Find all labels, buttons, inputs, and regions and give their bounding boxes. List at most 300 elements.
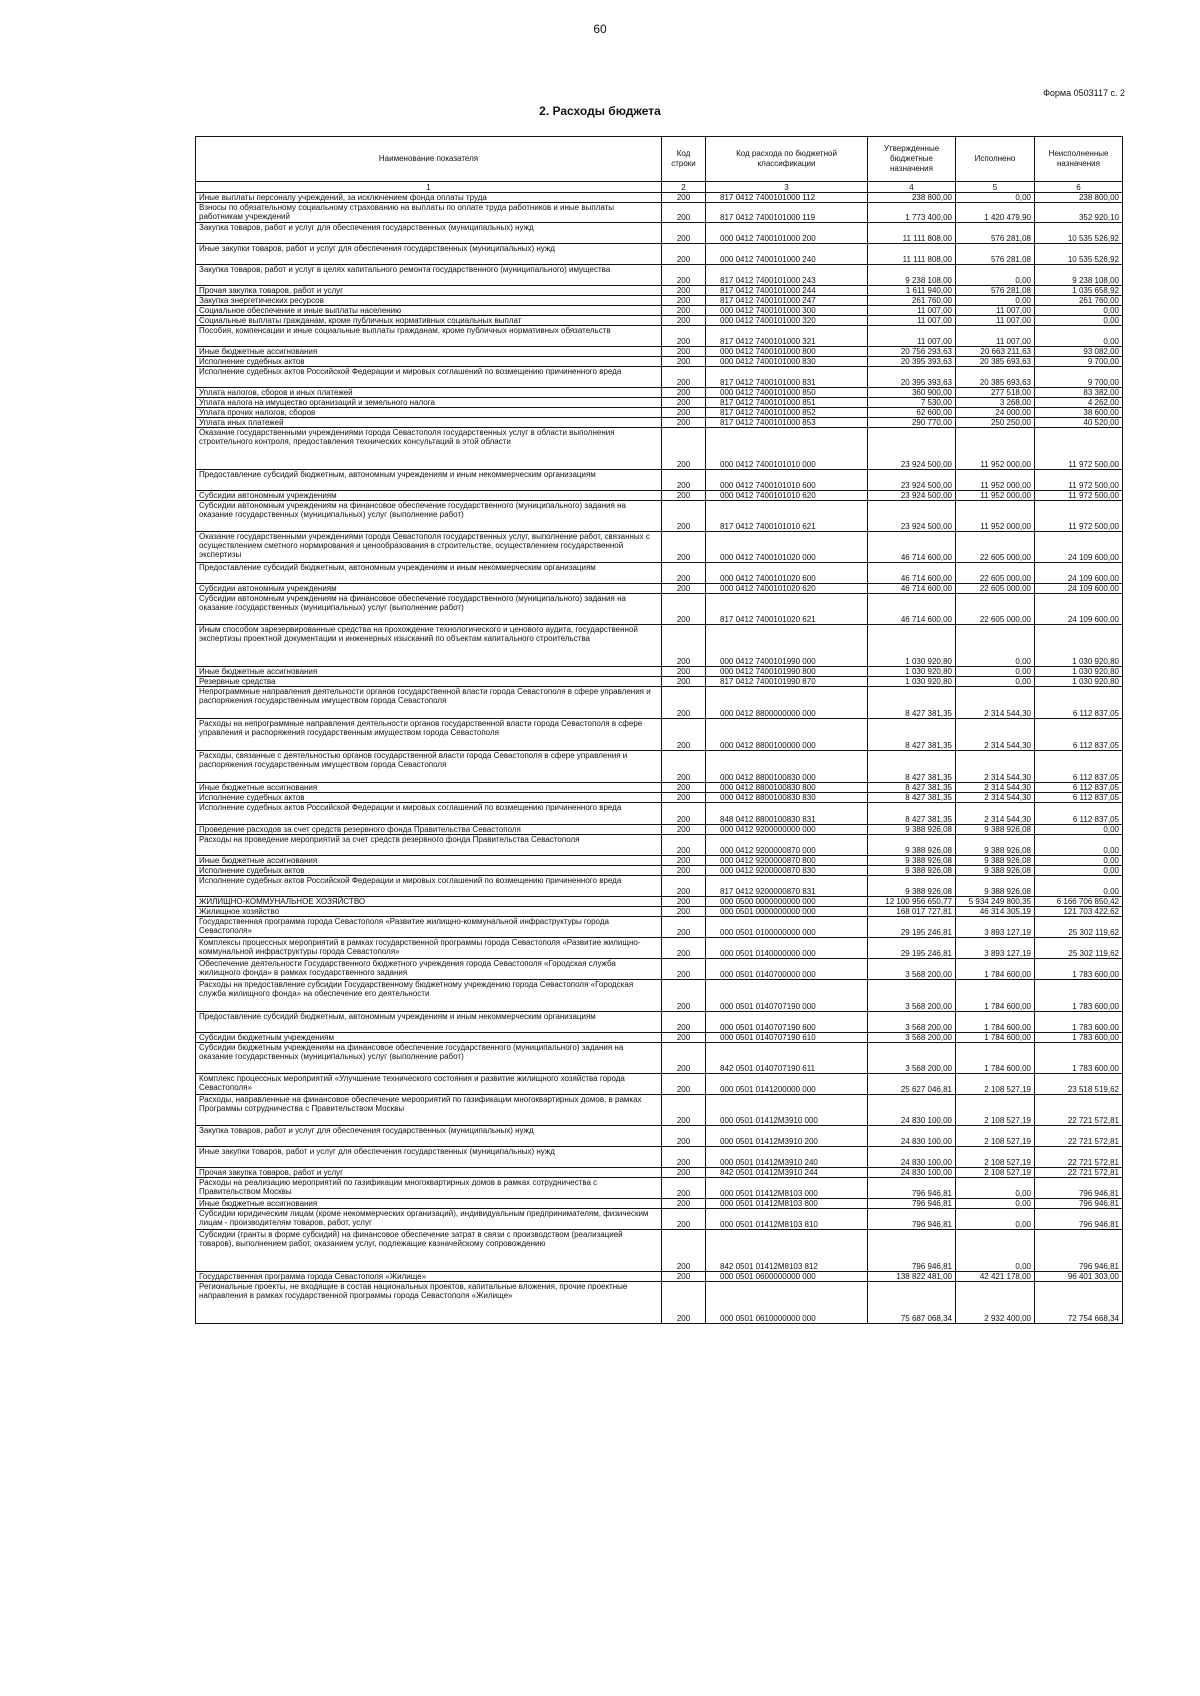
row-unexecuted-amount: 40 520,00 — [1035, 418, 1123, 428]
row-classification-code: 000 0412 8800100000 000 — [706, 719, 868, 751]
row-name: Социальное обеспечение и иные выплаты населению — [196, 306, 662, 316]
row-unexecuted-amount: 1 030 920,80 — [1035, 667, 1123, 677]
table-row — [196, 306, 1123, 316]
row-unexecuted-amount: 72 754 668,34 — [1035, 1282, 1123, 1324]
row-name: Закупка товаров, работ и услуг в целях капитального ремонта государственного (муниципального) имущества — [196, 265, 662, 286]
row-approved-amount: 3 568 200,00 — [868, 1012, 956, 1033]
row-approved-amount: 8 427 381,35 — [868, 803, 956, 825]
row-line-code: 200 — [662, 1012, 706, 1033]
row-line-code: 200 — [662, 286, 706, 296]
row-executed-amount: 2 932 400,00 — [956, 1282, 1035, 1324]
row-executed-amount: 1 420 479,90 — [956, 203, 1035, 223]
row-line-code: 200 — [662, 687, 706, 719]
row-approved-amount: 1 773 400,00 — [868, 203, 956, 223]
row-line-code: 200 — [662, 907, 706, 917]
row-name: Закупка энергетических ресурсов — [196, 296, 662, 306]
table-row — [196, 980, 1123, 1012]
row-approved-amount: 20 395 393,63 — [868, 357, 956, 367]
row-executed-amount: 2 314 544,30 — [956, 687, 1035, 719]
row-name: Оказание государственными учреждениями города Севастополя государственных услуг, выполнение работ, связанных с осуществлением сметного нормирования и ценообразования в строительстве, осуществлением государственной экспертизы — [196, 532, 662, 563]
row-unexecuted-amount: 22 721 572,81 — [1035, 1147, 1123, 1168]
row-line-code: 200 — [662, 296, 706, 306]
row-approved-amount: 11 111 808,00 — [868, 223, 956, 244]
row-classification-code: 000 0412 8800100830 800 — [706, 783, 868, 793]
row-approved-amount: 11 111 808,00 — [868, 244, 956, 265]
row-approved-amount: 9 388 926,08 — [868, 835, 956, 856]
row-approved-amount: 46 714 600,00 — [868, 532, 956, 563]
row-unexecuted-amount: 11 972 500,00 — [1035, 491, 1123, 501]
row-classification-code: 848 0412 8800100830 831 — [706, 803, 868, 825]
row-unexecuted-amount: 796 946,81 — [1035, 1199, 1123, 1209]
table-row — [196, 193, 1123, 203]
row-unexecuted-amount: 0,00 — [1035, 825, 1123, 835]
row-name: Государственная программа города Севастополя «Развитие жилищно-коммунальной инфраструктуры города Севастополя» — [196, 917, 662, 938]
table-row — [196, 1230, 1123, 1272]
row-line-code: 200 — [662, 866, 706, 876]
row-unexecuted-amount: 6 112 837,05 — [1035, 783, 1123, 793]
row-unexecuted-amount: 121 703 422,62 — [1035, 907, 1123, 917]
row-approved-amount: 9 388 926,08 — [868, 825, 956, 835]
row-executed-amount: 0,00 — [956, 625, 1035, 667]
row-line-code: 200 — [662, 1147, 706, 1168]
row-name: Расходы на непрограммные направления деятельности органов государственной власти города Севастополя в сфере управления и распоряжения государственным имуществом города Севастополя — [196, 719, 662, 751]
row-unexecuted-amount: 9 700,00 — [1035, 357, 1123, 367]
row-unexecuted-amount: 96 401 303,00 — [1035, 1272, 1123, 1282]
row-name: Обеспечение деятельности Государственного бюджетного учреждения города Севастополя «Городская служба жилищного фонда» в рамках государственного задания — [196, 959, 662, 980]
row-unexecuted-amount: 0,00 — [1035, 326, 1123, 347]
row-classification-code: 000 0501 0140000000 000 — [706, 938, 868, 959]
table-row — [196, 856, 1123, 866]
column-number: 2 — [662, 182, 706, 193]
row-unexecuted-amount: 4 262,00 — [1035, 398, 1123, 408]
row-unexecuted-amount: 0,00 — [1035, 316, 1123, 326]
row-classification-code: 000 0412 9200000000 000 — [706, 825, 868, 835]
row-approved-amount: 796 946,81 — [868, 1230, 956, 1272]
row-executed-amount: 576 281,08 — [956, 286, 1035, 296]
row-line-code: 200 — [662, 1126, 706, 1147]
row-line-code: 200 — [662, 625, 706, 667]
row-executed-amount: 2 314 544,30 — [956, 803, 1035, 825]
row-unexecuted-amount: 22 721 572,81 — [1035, 1126, 1123, 1147]
row-executed-amount: 11 007,00 — [956, 326, 1035, 347]
table-row — [196, 398, 1123, 408]
row-classification-code: 000 0412 7400101990 800 — [706, 667, 868, 677]
row-line-code: 200 — [662, 1043, 706, 1074]
row-classification-code: 817 0412 7400101000 851 — [706, 398, 868, 408]
row-classification-code: 000 0412 8800000000 000 — [706, 687, 868, 719]
row-unexecuted-amount: 1 783 600,00 — [1035, 980, 1123, 1012]
table-row — [196, 1043, 1123, 1074]
row-approved-amount: 24 830 100,00 — [868, 1126, 956, 1147]
row-approved-amount: 20 395 393,63 — [868, 367, 956, 388]
row-name: Государственная программа города Севастополя «Жилище» — [196, 1272, 662, 1282]
row-unexecuted-amount: 23 518 519,62 — [1035, 1074, 1123, 1095]
row-classification-code: 817 0412 7400101000 853 — [706, 418, 868, 428]
row-approved-amount: 24 830 100,00 — [868, 1095, 956, 1126]
row-executed-amount: 11 952 000,00 — [956, 428, 1035, 470]
row-line-code: 200 — [662, 584, 706, 594]
row-classification-code: 842 0501 0140707190 611 — [706, 1043, 868, 1074]
row-approved-amount: 24 830 100,00 — [868, 1168, 956, 1178]
table-row — [196, 1168, 1123, 1178]
row-approved-amount: 23 924 500,00 — [868, 470, 956, 491]
row-line-code: 200 — [662, 418, 706, 428]
row-unexecuted-amount: 6 112 837,05 — [1035, 751, 1123, 783]
table-row — [196, 938, 1123, 959]
column-number-row — [196, 182, 1123, 193]
row-name: Социальные выплаты гражданам, кроме публичных нормативных социальных выплат — [196, 316, 662, 326]
row-classification-code: 817 0412 7400101000 244 — [706, 286, 868, 296]
row-name: Комплексы процессных мероприятий в рамках государственной программы города Севастополя «Развитие жилищно-коммунальной инфраструктуры города Севастополя» — [196, 938, 662, 959]
row-name: Комплекс процессных мероприятий «Улучшение технического состояния и развитие жилищного хозяйства города Севастополя» — [196, 1074, 662, 1095]
row-name: Расходы, связанные с деятельностью органов государственной власти города Севастополя в сфере управления и распоряжения государственным имуществом города Севастополя — [196, 751, 662, 783]
table-row — [196, 408, 1123, 418]
table-row — [196, 1272, 1123, 1282]
row-classification-code: 000 0412 7400101010 620 — [706, 491, 868, 501]
row-unexecuted-amount: 0,00 — [1035, 835, 1123, 856]
row-unexecuted-amount: 1 035 658,92 — [1035, 286, 1123, 296]
row-name: Региональные проекты, не входящие в состав национальных проектов, капитальные вложения, прочие проектные направления в рамках государственной программы города Севастополя «Жилище» — [196, 1282, 662, 1324]
row-classification-code: 000 0501 0100000000 000 — [706, 917, 868, 938]
row-line-code: 200 — [662, 856, 706, 866]
row-executed-amount: 9 388 926,08 — [956, 835, 1035, 856]
row-executed-amount: 2 314 544,30 — [956, 719, 1035, 751]
row-name: Уплата иных платежей — [196, 418, 662, 428]
row-approved-amount: 3 568 200,00 — [868, 1043, 956, 1074]
row-unexecuted-amount: 11 972 500,00 — [1035, 470, 1123, 491]
row-classification-code: 000 0501 0140707190 610 — [706, 1033, 868, 1043]
row-name: Пособия, компенсации и иные социальные выплаты гражданам, кроме публичных нормативных обязательств — [196, 326, 662, 347]
column-number: 6 — [1035, 182, 1123, 193]
row-approved-amount: 290 770,00 — [868, 418, 956, 428]
row-classification-code: 000 0412 8800100830 830 — [706, 793, 868, 803]
row-name: Иные закупки товаров, работ и услуг для обеспечения государственных (муниципальных) нужд — [196, 1147, 662, 1168]
row-classification-code: 000 0412 7400101020 000 — [706, 532, 868, 563]
row-name: Уплата налога на имущество организаций и земельного налога — [196, 398, 662, 408]
row-unexecuted-amount: 6 112 837,05 — [1035, 687, 1123, 719]
row-line-code: 200 — [662, 326, 706, 347]
row-executed-amount: 22 605 000,00 — [956, 532, 1035, 563]
row-name: Иные бюджетные ассигнования — [196, 783, 662, 793]
row-classification-code: 000 0412 7400101010 600 — [706, 470, 868, 491]
row-executed-amount: 11 952 000,00 — [956, 491, 1035, 501]
row-name: Предоставление субсидий бюджетным, автономным учреждениям и иным некоммерческим организациям — [196, 1012, 662, 1033]
row-name: Субсидии автономным учреждениям — [196, 584, 662, 594]
row-line-code: 200 — [662, 1282, 706, 1324]
row-executed-amount: 46 314 305,19 — [956, 907, 1035, 917]
row-unexecuted-amount: 1 030 920,80 — [1035, 625, 1123, 667]
row-executed-amount: 5 934 249 800,35 — [956, 897, 1035, 907]
row-approved-amount: 7 530,00 — [868, 398, 956, 408]
row-unexecuted-amount: 6 166 706 850,42 — [1035, 897, 1123, 907]
row-classification-code: 000 0501 0000000000 000 — [706, 907, 868, 917]
row-executed-amount: 22 605 000,00 — [956, 563, 1035, 584]
row-line-code: 200 — [662, 1033, 706, 1043]
row-line-code: 200 — [662, 306, 706, 316]
row-line-code: 200 — [662, 1230, 706, 1272]
row-line-code: 200 — [662, 1272, 706, 1282]
table-row — [196, 532, 1123, 563]
row-unexecuted-amount: 10 535 526,92 — [1035, 223, 1123, 244]
row-line-code: 200 — [662, 1095, 706, 1126]
table-row — [196, 1126, 1123, 1147]
table-row — [196, 265, 1123, 286]
row-line-code: 200 — [662, 897, 706, 907]
row-unexecuted-amount: 6 112 837,05 — [1035, 719, 1123, 751]
row-name: Субсидии юридическим лицам (кроме некоммерческих организаций), индивидуальным предпринимателям, физическим лицам - производителям товаров, работ, услуг — [196, 1209, 662, 1230]
table-row — [196, 501, 1123, 532]
row-approved-amount: 796 946,81 — [868, 1209, 956, 1230]
row-executed-amount: 11 007,00 — [956, 316, 1035, 326]
row-line-code: 200 — [662, 793, 706, 803]
row-classification-code: 000 0501 0140707190 600 — [706, 1012, 868, 1033]
row-line-code: 200 — [662, 594, 706, 625]
row-unexecuted-amount: 25 302 119,62 — [1035, 938, 1123, 959]
row-name: Исполнение судебных актов — [196, 357, 662, 367]
table-row — [196, 803, 1123, 825]
row-name: Расходы на предоставление субсидии Государственному бюджетному учреждению города Севастополя «Городская служба жилищного фонда» на обеспечение его деятельности — [196, 980, 662, 1012]
row-unexecuted-amount: 11 972 500,00 — [1035, 501, 1123, 532]
row-approved-amount: 62 600,00 — [868, 408, 956, 418]
row-approved-amount: 8 427 381,35 — [868, 719, 956, 751]
row-executed-amount: 20 663 211,63 — [956, 347, 1035, 357]
row-classification-code: 842 0501 01412М8103 812 — [706, 1230, 868, 1272]
row-classification-code: 000 0412 9200000870 000 — [706, 835, 868, 856]
row-line-code: 200 — [662, 1168, 706, 1178]
row-approved-amount: 360 900,00 — [868, 388, 956, 398]
row-line-code: 200 — [662, 203, 706, 223]
row-classification-code: 000 0501 01412М3910 240 — [706, 1147, 868, 1168]
row-approved-amount: 3 568 200,00 — [868, 980, 956, 1012]
row-classification-code: 817 0412 7400101000 112 — [706, 193, 868, 203]
table-row — [196, 876, 1123, 897]
row-executed-amount: 11 007,00 — [956, 306, 1035, 316]
row-name: Исполнение судебных актов Российской Федерации и мировых соглашений по возмещению причиненного вреда — [196, 803, 662, 825]
row-approved-amount: 3 568 200,00 — [868, 959, 956, 980]
row-approved-amount: 8 427 381,35 — [868, 751, 956, 783]
table-row — [196, 917, 1123, 938]
row-unexecuted-amount: 796 946,81 — [1035, 1178, 1123, 1199]
table-row — [196, 907, 1123, 917]
row-unexecuted-amount: 1 783 600,00 — [1035, 1043, 1123, 1074]
row-classification-code: 000 0412 7400101000 240 — [706, 244, 868, 265]
row-line-code: 200 — [662, 532, 706, 563]
row-approved-amount: 24 830 100,00 — [868, 1147, 956, 1168]
column-number: 1 — [196, 182, 662, 193]
row-name: Исполнение судебных актов — [196, 866, 662, 876]
row-classification-code: 842 0501 01412М3910 244 — [706, 1168, 868, 1178]
row-name: Уплата прочих налогов, сборов — [196, 408, 662, 418]
row-executed-amount: 0,00 — [956, 677, 1035, 687]
row-unexecuted-amount: 10 535 526,92 — [1035, 244, 1123, 265]
row-line-code: 200 — [662, 470, 706, 491]
row-classification-code: 000 0501 0600000000 000 — [706, 1272, 868, 1282]
table-row — [196, 203, 1123, 223]
row-classification-code: 000 0412 9200000870 800 — [706, 856, 868, 866]
row-line-code: 200 — [662, 876, 706, 897]
row-classification-code: 817 0412 7400101000 247 — [706, 296, 868, 306]
row-approved-amount: 8 427 381,35 — [868, 793, 956, 803]
row-classification-code: 000 0412 7400101020 600 — [706, 563, 868, 584]
row-classification-code: 000 0412 7400101000 200 — [706, 223, 868, 244]
row-unexecuted-amount: 11 972 500,00 — [1035, 428, 1123, 470]
row-classification-code: 817 0412 7400101000 321 — [706, 326, 868, 347]
row-line-code: 200 — [662, 408, 706, 418]
table-row — [196, 825, 1123, 835]
row-name: Иным способом зарезервированные средства на прохождение технологического и ценового аудита, государственной экспертизы проектной документации и инженерных изысканий по объектам капитального строительства — [196, 625, 662, 667]
header-unexecuted: Неисполненные назначения — [1035, 137, 1123, 182]
row-name: Исполнение судебных актов — [196, 793, 662, 803]
row-executed-amount: 11 952 000,00 — [956, 470, 1035, 491]
table-row — [196, 296, 1123, 306]
row-unexecuted-amount: 0,00 — [1035, 876, 1123, 897]
row-classification-code: 000 0501 01412М8103 800 — [706, 1199, 868, 1209]
row-classification-code: 000 0501 01412М3910 000 — [706, 1095, 868, 1126]
row-executed-amount: 20 385 693,63 — [956, 357, 1035, 367]
table-row — [196, 388, 1123, 398]
row-approved-amount: 8 427 381,35 — [868, 687, 956, 719]
row-line-code: 200 — [662, 959, 706, 980]
table-row — [196, 793, 1123, 803]
row-line-code: 200 — [662, 667, 706, 677]
table-row — [196, 470, 1123, 491]
row-approved-amount: 23 924 500,00 — [868, 501, 956, 532]
table-row — [196, 367, 1123, 388]
row-name: Субсидии автономным учреждениям на финансовое обеспечение государственного (муниципального) задания на оказание государственных (муниципальных) услуг (выполнение работ) — [196, 594, 662, 625]
row-executed-amount: 0,00 — [956, 667, 1035, 677]
table-row — [196, 1178, 1123, 1199]
table-row — [196, 751, 1123, 783]
row-line-code: 200 — [662, 563, 706, 584]
column-number: 3 — [706, 182, 868, 193]
row-approved-amount: 23 924 500,00 — [868, 491, 956, 501]
row-line-code: 200 — [662, 398, 706, 408]
row-classification-code: 000 0501 0140707190 000 — [706, 980, 868, 1012]
row-executed-amount: 3 268,00 — [956, 398, 1035, 408]
row-executed-amount: 1 784 600,00 — [956, 980, 1035, 1012]
row-approved-amount: 261 760,00 — [868, 296, 956, 306]
row-unexecuted-amount: 0,00 — [1035, 866, 1123, 876]
row-approved-amount: 75 687 068,34 — [868, 1282, 956, 1324]
row-executed-amount: 22 605 000,00 — [956, 584, 1035, 594]
row-line-code: 200 — [662, 388, 706, 398]
row-line-code: 200 — [662, 367, 706, 388]
row-unexecuted-amount: 796 946,81 — [1035, 1230, 1123, 1272]
row-name: Уплата налогов, сборов и иных платежей — [196, 388, 662, 398]
header-executed: Исполнено — [956, 137, 1035, 182]
table-row — [196, 563, 1123, 584]
column-number: 5 — [956, 182, 1035, 193]
table-row — [196, 719, 1123, 751]
row-unexecuted-amount: 24 109 600,00 — [1035, 594, 1123, 625]
row-unexecuted-amount: 1 783 600,00 — [1035, 1033, 1123, 1043]
row-classification-code: 000 0501 0610000000 000 — [706, 1282, 868, 1324]
table-row — [196, 316, 1123, 326]
row-executed-amount: 2 108 527,19 — [956, 1168, 1035, 1178]
row-executed-amount: 1 784 600,00 — [956, 959, 1035, 980]
row-classification-code: 000 0412 7400101000 320 — [706, 316, 868, 326]
row-unexecuted-amount: 796 946,81 — [1035, 1209, 1123, 1230]
row-classification-code: 817 0412 7400101000 831 — [706, 367, 868, 388]
row-classification-code: 000 0412 7400101000 300 — [706, 306, 868, 316]
row-classification-code: 817 0412 9200000870 831 — [706, 876, 868, 897]
row-executed-amount: 1 784 600,00 — [956, 1033, 1035, 1043]
row-classification-code: 000 0501 01412М8103 000 — [706, 1178, 868, 1199]
row-line-code: 200 — [662, 491, 706, 501]
row-executed-amount: 2 314 544,30 — [956, 793, 1035, 803]
row-name: Резервные средства — [196, 677, 662, 687]
row-name: Субсидии бюджетным учреждениям — [196, 1033, 662, 1043]
row-line-code: 200 — [662, 980, 706, 1012]
table-row — [196, 1095, 1123, 1126]
row-line-code: 200 — [662, 677, 706, 687]
row-name: Прочая закупка товаров, работ и услуг — [196, 1168, 662, 1178]
row-unexecuted-amount: 24 109 600,00 — [1035, 563, 1123, 584]
table-row — [196, 1199, 1123, 1209]
header-indicator-name: Наименование показателя — [196, 137, 662, 182]
row-executed-amount: 42 421 178,00 — [956, 1272, 1035, 1282]
header-line-code: Код строки — [662, 137, 706, 182]
row-approved-amount: 1 611 940,00 — [868, 286, 956, 296]
expenditure-table — [195, 136, 1123, 1324]
row-classification-code: 817 0412 7400101000 243 — [706, 265, 868, 286]
row-approved-amount: 23 924 500,00 — [868, 428, 956, 470]
row-line-code: 200 — [662, 244, 706, 265]
row-name: Субсидии бюджетным учреждениям на финансовое обеспечение государственного (муниципального) задания на оказание государственных (муниципальных) услуг (выполнение работ) — [196, 1043, 662, 1074]
row-unexecuted-amount: 93 082,00 — [1035, 347, 1123, 357]
row-approved-amount: 12 100 956 650,77 — [868, 897, 956, 907]
row-name: ЖИЛИЩНО-КОММУНАЛЬНОЕ ХОЗЯЙСТВО — [196, 897, 662, 907]
row-classification-code: 817 0412 7400101000 852 — [706, 408, 868, 418]
row-approved-amount: 46 714 600,00 — [868, 594, 956, 625]
row-executed-amount: 20 385 693,63 — [956, 367, 1035, 388]
table-row — [196, 625, 1123, 667]
row-executed-amount: 2 108 527,19 — [956, 1126, 1035, 1147]
row-executed-amount: 2 108 527,19 — [956, 1147, 1035, 1168]
row-classification-code: 000 0412 7400101000 800 — [706, 347, 868, 357]
row-name: Иные бюджетные ассигнования — [196, 347, 662, 357]
row-line-code: 200 — [662, 347, 706, 357]
row-executed-amount: 277 518,00 — [956, 388, 1035, 398]
row-name: Расходы на проведение мероприятий за счет средств резервного фонда Правительства Севастополя — [196, 835, 662, 856]
table-row — [196, 418, 1123, 428]
table-row — [196, 491, 1123, 501]
row-name: Иные бюджетные ассигнования — [196, 1199, 662, 1209]
row-unexecuted-amount: 261 760,00 — [1035, 296, 1123, 306]
row-name: Взносы по обязательному социальному страхованию на выплаты по оплате труда работников и иные выплаты работникам учреждений — [196, 203, 662, 223]
row-line-code: 200 — [662, 917, 706, 938]
row-approved-amount: 238 800,00 — [868, 193, 956, 203]
table-row — [196, 959, 1123, 980]
form-code: Форма 0503117 с. 2 — [1043, 88, 1125, 98]
row-name: Иные бюджетные ассигнования — [196, 667, 662, 677]
table-row — [196, 897, 1123, 907]
row-line-code: 200 — [662, 428, 706, 470]
row-approved-amount: 9 388 926,08 — [868, 876, 956, 897]
row-approved-amount: 46 714 600,00 — [868, 563, 956, 584]
row-line-code: 200 — [662, 265, 706, 286]
row-executed-amount: 24 000,00 — [956, 408, 1035, 418]
row-approved-amount: 3 568 200,00 — [868, 1033, 956, 1043]
row-executed-amount: 3 893 127,19 — [956, 917, 1035, 938]
row-unexecuted-amount: 9 700,00 — [1035, 367, 1123, 388]
table-row — [196, 677, 1123, 687]
row-executed-amount: 0,00 — [956, 193, 1035, 203]
row-unexecuted-amount: 1 783 600,00 — [1035, 1012, 1123, 1033]
row-classification-code: 817 0412 7400101990 870 — [706, 677, 868, 687]
row-classification-code: 817 0412 7400101000 119 — [706, 203, 868, 223]
row-executed-amount: 0,00 — [956, 296, 1035, 306]
